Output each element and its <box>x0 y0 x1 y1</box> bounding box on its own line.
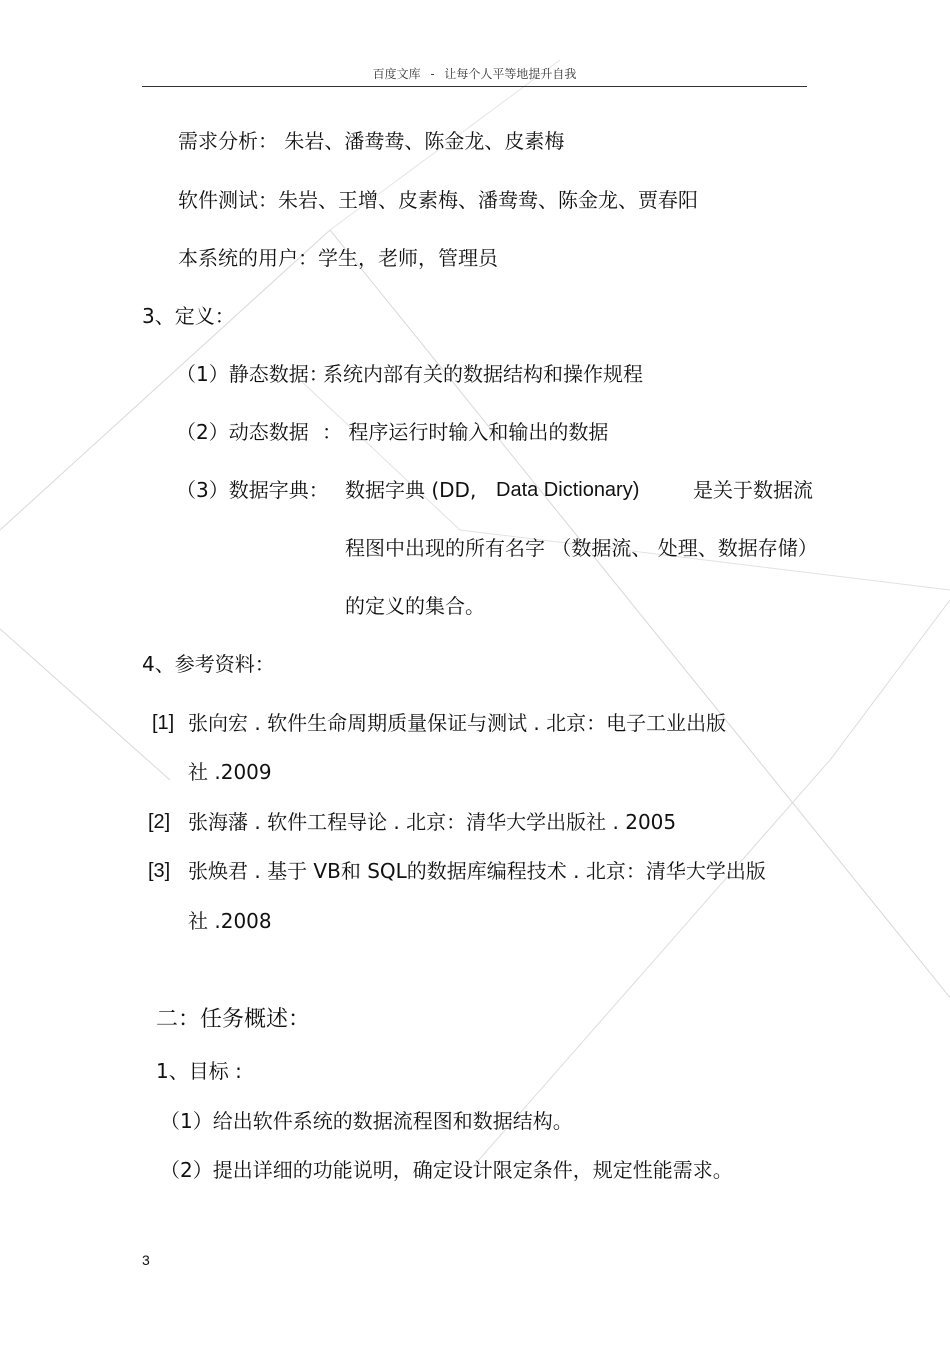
reference-text: 张海藩 . 软件工程导论 . 北京：清华大学出版社 . 2005 <box>188 810 677 834</box>
reference-number: [1] <box>152 712 175 734</box>
static-data-text: 系统内部有关的数据结构和操作规程 <box>323 362 643 386</box>
requirements-analysts: 需求分析： 朱岩、潘鸯鸯、陈金龙、皮素梅 <box>178 129 565 153</box>
goal-item-2: （2）提出详细的功能说明，确定设计限定条件，规定性能需求。 <box>160 1158 733 1182</box>
dynamic-data-text: ： 程序运行时输入和输出的数据 <box>322 420 609 444</box>
static-data-label: （1）静态数据： <box>176 362 329 386</box>
reference-text: 张焕君 . 基于 VB和 SQL的数据库编程技术 . 北京：清华大学出版 <box>188 859 766 883</box>
reference-number: [2] <box>148 811 171 833</box>
data-dictionary-text-a: 数据字典 (DD, <box>345 478 477 502</box>
data-dictionary-label: （3）数据字典： <box>176 478 329 502</box>
definitions-heading: 3、定义： <box>142 304 235 328</box>
header-separator: - <box>430 67 435 81</box>
page-header <box>142 62 807 87</box>
header-site: 百度文库 <box>372 67 421 81</box>
references-heading: 4、参考资料： <box>142 652 275 676</box>
header-slogan: 让每个人平等地提升自我 <box>444 67 577 81</box>
reference-text-continued: 社 .2008 <box>188 909 272 933</box>
data-dictionary-line-2: 程图中出现的所有名字 （数据流、 处理、数据存储） <box>345 536 818 560</box>
page-number: 3 <box>142 1252 150 1268</box>
goal-item-1: （1）给出软件系统的数据流程图和数据结构。 <box>160 1109 573 1133</box>
reference-text-continued: 社 .2009 <box>188 760 272 784</box>
reference-text: 张向宏 . 软件生命周期质量保证与测试 . 北京：电子工业出版 <box>188 711 727 735</box>
task-overview-heading: 二：任务概述： <box>156 1007 311 1032</box>
goal-heading: 1、目标 : <box>156 1059 242 1083</box>
data-dictionary-line-3: 的定义的集合。 <box>345 594 485 618</box>
reference-number: [3] <box>148 860 171 882</box>
dynamic-data-label: （2）动态数据 <box>176 420 309 444</box>
data-dictionary-text-c: 是关于数据流 <box>693 478 813 502</box>
software-testers: 软件测试：朱岩、王增、皮素梅、潘鸯鸯、陈金龙、贾春阳 <box>178 188 698 212</box>
system-users: 本系统的用户：学生，老师，管理员 <box>178 246 498 270</box>
data-dictionary-text-b: Data Dictionary) <box>496 479 640 501</box>
